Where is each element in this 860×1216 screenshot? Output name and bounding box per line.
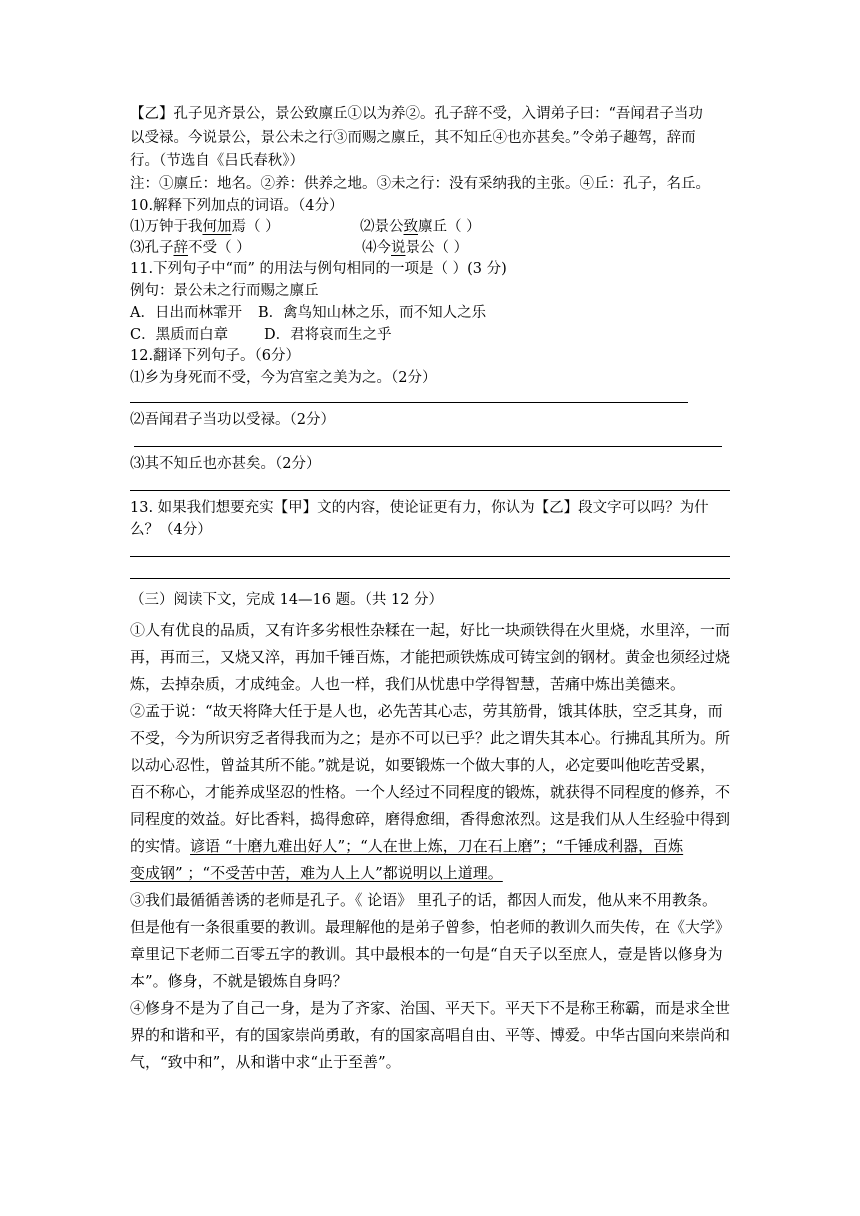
- passage-line: 界的和谐和平，有的国家崇尚勇敢，有的国家高唱自由、平等、博爱。中华古国向来崇尚和: [130, 1026, 731, 1044]
- passage-line: ③我们最循循善诱的老师是孔子。《 论语》 里孔子的话，都因人而发，他从来不用教条。: [130, 891, 718, 909]
- passage-line: 章里记下老师二百零五字的教训。其中最根本的一句是“自天子以至庶人，壹是皆以修身为: [130, 945, 723, 963]
- q10-c-word: 辞: [173, 240, 188, 256]
- answer-line: [134, 446, 722, 447]
- passage-line: 以动心忍性，曾益其所不能。”就是说，如要锻炼一个做大事的人，必定要叫他吃苦受累，: [130, 756, 716, 774]
- q10-item-d: [362, 238, 468, 258]
- yi-line-2: 以受禄。今说景公，景公未之行③而赐之廪丘，其不知丘④也亦甚矣。”令弟子趣驾，辞而: [130, 130, 696, 146]
- q10-d-text: ⑷今: [362, 240, 391, 256]
- q10-b-blank: 廪丘（ ）: [418, 219, 481, 235]
- yi-line-1: 【乙】孔子见齐景公，景公致廪丘①以为养②。孔子辞不受，入谓弟子曰：“吾闻君子当功: [130, 106, 703, 122]
- underlined-proverbs: 变成钢” ；“不受苦中苦，难为人上人”都说明以上道理。: [130, 864, 503, 882]
- q10-title: 10.解释下列加点的词语。（4分）: [130, 198, 344, 214]
- q10-c-blank: 不受（ ）: [188, 240, 251, 256]
- yi-note: 注：①廪丘：地名。②养：供养之地。③未之行：没有采纳我的主张。④丘：孔子，名丘。: [130, 176, 710, 192]
- passage-line: 不受，今为所识穷乏者得我而为之；是亦不可以已乎？此之谓失其本心。行拂乱其所为。所: [130, 729, 731, 747]
- q10-a-text: ⑴万钟于我: [130, 219, 203, 235]
- q10-c-text: ⑶孔子: [130, 240, 174, 256]
- q10-a-blank: 焉（ ）: [231, 219, 280, 235]
- answer-line: [130, 578, 730, 579]
- q11-option-c: C．黑质而白章: [130, 327, 229, 343]
- answer-line: [130, 556, 730, 557]
- passage-line: 再，再而三，又烧又淬，再加千锤百炼，才能把顽铁炼成可铸宝剑的钢材。黄金也须经过烧: [130, 648, 731, 666]
- q11-option-d: D．君将哀而生之乎: [264, 327, 392, 343]
- underlined-proverbs: 谚语 “十磨九难出好人”；“人在世上炼，刀在石上磨”；“千锤成利器，百炼: [190, 837, 684, 855]
- q10-d-word: 说: [391, 240, 406, 256]
- passage-line-underlined: [130, 863, 503, 883]
- q12-title: 12.翻译下列句子。（6分）: [130, 348, 301, 364]
- q11-title: 11.下列句子中“而” 的用法与例句相同的一项是（ ）(3 分): [130, 261, 507, 277]
- q13-line-2: 么？（4分）: [130, 522, 212, 538]
- passage-line: 炼，去掉杂质，才成纯金。人也一样，我们从忧患中学得智慧，苦痛中炼出美德来。: [130, 675, 686, 693]
- q13-line-1: 13. 如果我们想要充实【甲】文的内容，使论证更有力，你认为【乙】段文字可以吗？为什: [130, 500, 709, 516]
- passage-line: ②孟于说：“故天将降大任于是人也，必先苦其心志，劳其筋骨，饿其体肤，空乏其身，而: [130, 702, 723, 720]
- q10-b-text: ⑵景公: [360, 219, 404, 235]
- passage-line: 气，“致中和”，从和谐中求“止于至善”。: [130, 1053, 401, 1071]
- yi-line-3: 行。（节选自《吕氏春秋》）: [130, 153, 304, 169]
- passage-line: ④修身不是为了自己一身，是为了齐家、治国、平天下。平天下不是称王称霸，而是求全世: [130, 999, 731, 1017]
- passage-line: 本”。修身，不就是锻炼自身吗？: [130, 972, 348, 990]
- passage-line-with-proverbs: [130, 836, 683, 856]
- q10-d-blank: 景公（ ）: [405, 240, 469, 256]
- q10-item-c: [130, 238, 251, 258]
- part3-title: （三）阅读下文，完成 14—16 题。（共 12 分）: [130, 592, 444, 608]
- q10-item-b: [360, 217, 481, 237]
- q12-sentence-3: ⑶其不知丘也亦甚矣。（2分）: [130, 456, 321, 472]
- q10-a-word: 何加: [202, 219, 232, 235]
- passage-line: 但是他有一条很重要的教训。最理解他的是弟子曾参，怕老师的教训久而失传，在《大学》: [130, 918, 731, 936]
- q11-option-a: A．日出而林霏开: [130, 305, 242, 321]
- q12-sentence-2: ⑵吾闻君子当功以受禄。（2分）: [130, 412, 335, 428]
- q10-b-word: 致: [403, 219, 418, 235]
- q11-option-b: B．禽鸟知山林之乐，而不知人之乐: [258, 305, 487, 321]
- passage-line: ①人有优良的品质，又有许多劣根性杂糅在一起，好比一块顽铁得在火里烧，水里淬，一而: [130, 621, 731, 639]
- passage-line: 百不称心，才能养成坚忍的性格。一个人经过不同程度的锻炼，就获得不同程度的修养，不: [130, 783, 731, 801]
- passage-line: 同程度的效益。好比香料，捣得愈碎，磨得愈细，香得愈浓烈。这是我们从人生经验中得到: [130, 810, 731, 828]
- answer-line: [130, 490, 730, 491]
- q10-item-a: [130, 217, 280, 237]
- passage-text: 的实情。: [130, 837, 191, 855]
- q12-sentence-1: ⑴乡为身死而不受，今为宫室之美为之。（2分）: [130, 370, 437, 386]
- answer-line: [130, 402, 688, 403]
- q11-example: 例句：景公未之行而赐之廪丘: [130, 283, 319, 299]
